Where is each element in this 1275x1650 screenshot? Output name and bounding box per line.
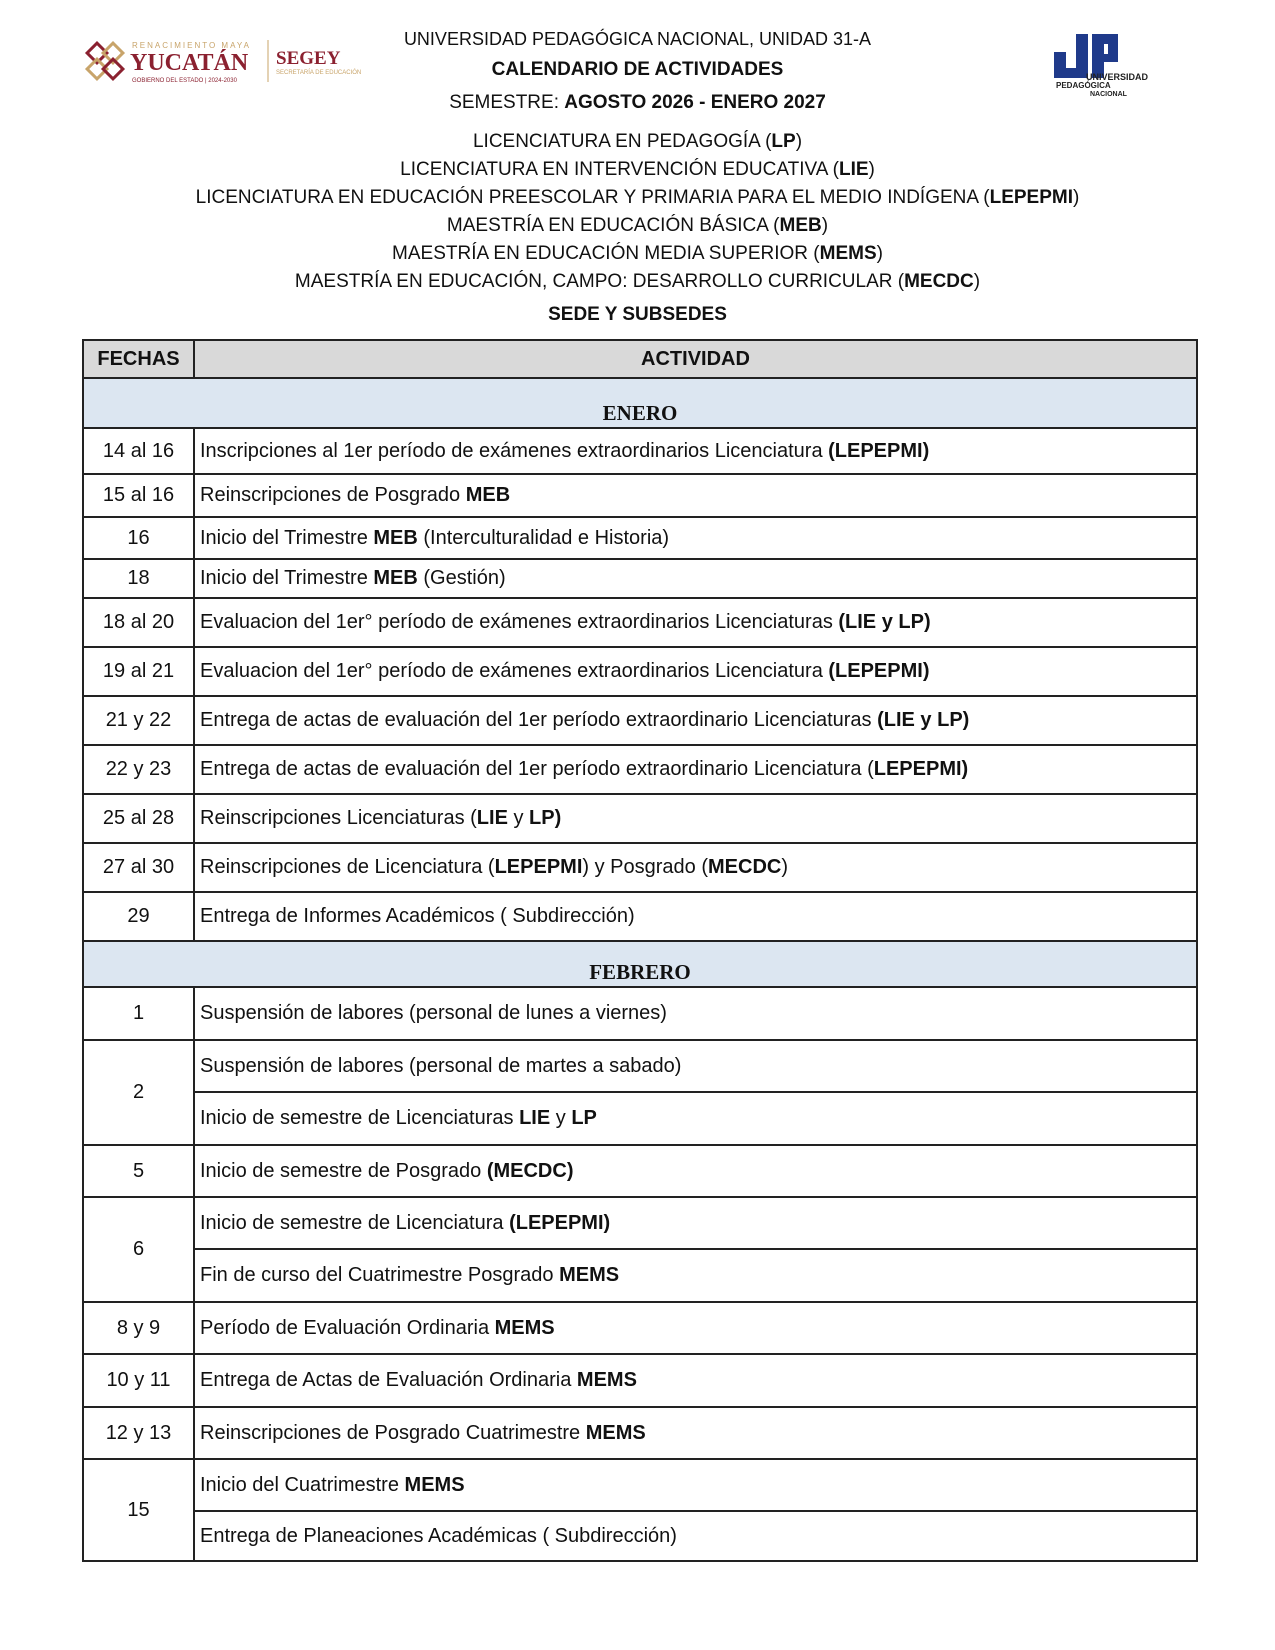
activity-text: ) [781, 856, 789, 878]
activity-code: (MECDC) [486, 1159, 574, 1182]
table-row [83, 1354, 1197, 1407]
table-row [83, 1249, 1197, 1302]
program-end: ) [868, 159, 875, 180]
row-activity [194, 892, 1197, 941]
activity-text: y [550, 1107, 572, 1129]
program-name: LICENCIATURA EN PEDAGOGÍA ( [472, 131, 772, 152]
table-row [83, 1511, 1197, 1561]
row-date: 12 y 13 [83, 1407, 194, 1459]
row-activity [194, 559, 1197, 598]
activity-code: (LIE y LP) [877, 709, 970, 731]
row-date: 18 al 20 [83, 598, 194, 647]
row-date: 1 [83, 987, 194, 1040]
table-row [83, 474, 1197, 517]
activity-text: Entrega de Planeaciones Académicas ( Subdirección) [200, 1524, 677, 1547]
program-code: LP [771, 131, 796, 152]
logo-org: SEGEY [276, 48, 341, 69]
row-activity [194, 474, 1197, 517]
row-date: 14 al 16 [83, 428, 194, 474]
table-row [83, 517, 1197, 559]
activity-code: LIE [519, 1107, 551, 1129]
table-row [83, 1407, 1197, 1459]
month-label: ENERO [83, 378, 1197, 428]
activity-text: y [507, 807, 530, 829]
activity-text: Inicio del Cuatrimestre [200, 1473, 405, 1496]
table-row [83, 1459, 1197, 1511]
activity-code: LEPEPMI) [873, 758, 969, 780]
activity-code: MEB [465, 484, 511, 506]
program-meb [0, 215, 1275, 237]
activity-code: MEMS [576, 1369, 637, 1391]
program-end: ) [821, 215, 829, 236]
semester-line [0, 92, 1275, 114]
table-row [83, 1092, 1197, 1145]
program-name: MAESTRÍA EN EDUCACIÓN MEDIA SUPERIOR ( [392, 243, 820, 264]
month-label: FEBRERO [83, 941, 1197, 987]
table-header-row [83, 340, 1197, 378]
activity-text: Fin de curso del Cuatrimestre Posgrado [200, 1264, 560, 1286]
row-activity [194, 1302, 1197, 1354]
activity-text: Entrega de actas de evaluación del 1er período extraordinario Licenciatura ( [200, 758, 874, 780]
row-date: 21 y 22 [83, 696, 194, 745]
row-activity [194, 794, 1197, 843]
logo-org-sub: SECRETARÍA DE EDUCACIÓN [276, 70, 362, 76]
activity-text: Reinscripciones Licenciaturas ( [200, 807, 477, 829]
page-title: CALENDARIO DE ACTIVIDADES [491, 59, 784, 80]
program-code: LEPEPMI [989, 187, 1074, 208]
program-end: ) [876, 243, 883, 264]
table-row [83, 1145, 1197, 1197]
activity-code: MEMS [585, 1421, 646, 1444]
row-activity [194, 1092, 1197, 1145]
activity-text: Evaluacion del 1er° período de exámenes extraordinarios Licenciaturas [200, 611, 839, 633]
col-activity-header: ACTIVIDAD [194, 340, 1197, 378]
row-date: 5 [83, 1145, 194, 1197]
table-row [83, 1302, 1197, 1354]
table-row [83, 598, 1197, 647]
activity-code: MEMS [559, 1264, 620, 1286]
activity-code: LEPEPMI [494, 856, 583, 878]
table-row [83, 696, 1197, 745]
activity-code: MEB [373, 526, 418, 549]
program-lepepmi [0, 187, 1275, 209]
program-name: MAESTRÍA EN EDUCACIÓN BÁSICA ( [446, 215, 780, 236]
row-date: 8 y 9 [83, 1302, 194, 1354]
activity-text: Suspensión de labores (personal de lunes a viernes) [200, 1002, 667, 1024]
activity-code: MECDC [708, 856, 782, 878]
activity-text: Reinscripciones de Posgrado [200, 484, 466, 506]
table-row [83, 843, 1197, 892]
program-end: ) [973, 271, 981, 292]
program-code: MEB [779, 215, 822, 236]
month-row-febrero [83, 941, 1197, 987]
activity-text: Evaluacion del 1er° período de exámenes extraordinarios Licenciatura [200, 660, 829, 682]
row-date: 16 [83, 517, 194, 559]
activity-text: Entrega de Actas de Evaluación Ordinaria [200, 1369, 577, 1391]
upn-line1: UNIVERSIDAD [1086, 72, 1149, 82]
logo-sub: GOBIERNO DEL ESTADO | 2024-2030 [132, 78, 237, 84]
activity-code: LP) [529, 807, 562, 829]
row-activity [194, 1511, 1197, 1561]
program-code: MECDC [904, 271, 974, 292]
activity-code: (LEPEPMI) [828, 660, 930, 682]
program-code: LIE [838, 159, 869, 180]
activity-text: Suspensión de labores (personal de martes a sabado) [200, 1054, 682, 1077]
row-date: 6 [83, 1197, 194, 1302]
row-activity [194, 428, 1197, 474]
table-row [83, 745, 1197, 794]
activity-text: Reinscripciones de Posgrado Cuatrimestre [200, 1421, 586, 1444]
table-row [83, 559, 1197, 598]
logo-name: YUCATÁN [130, 50, 249, 76]
program-mems [0, 243, 1275, 265]
activity-text: Inicio del Trimestre [200, 567, 374, 589]
row-activity [194, 1354, 1197, 1407]
program-lie [0, 159, 1275, 181]
row-date: 27 al 30 [83, 843, 194, 892]
activity-code: MEB [373, 567, 418, 589]
program-name: MAESTRÍA EN EDUCACIÓN, CAMPO: DESARROLLO CURRICULAR ( [294, 271, 905, 292]
activity-code: (LIE y LP) [838, 611, 931, 633]
program-code: MEMS [819, 243, 877, 264]
activity-text: ) y Posgrado ( [582, 856, 708, 878]
month-row-enero [83, 378, 1197, 428]
row-activity [194, 1197, 1197, 1249]
row-activity [194, 1407, 1197, 1459]
university-name: UNIVERSIDAD PEDAGÓGICA NACIONAL, UNIDAD 31-A [403, 29, 872, 49]
program-name: LICENCIATURA EN EDUCACIÓN PREESCOLAR Y PRIMARIA PARA EL MEDIO INDÍGENA ( [195, 187, 990, 208]
activity-code: (LEPEPMI) [828, 439, 930, 462]
semester-value: AGOSTO 2026 - ENERO 2027 [564, 92, 826, 113]
table-row [83, 1040, 1197, 1092]
row-activity [194, 987, 1197, 1040]
activity-code: LP [571, 1107, 597, 1129]
activity-text: Inicio de semestre de Posgrado [200, 1159, 487, 1182]
program-lp [0, 131, 1275, 153]
calendar-table [82, 339, 1198, 1562]
program-end: ) [795, 131, 803, 152]
row-date: 25 al 28 [83, 794, 194, 843]
row-date: 19 al 21 [83, 647, 194, 696]
sede-label: SEDE Y SUBSEDES [548, 304, 727, 325]
activity-text: Inicio del Trimestre [200, 526, 374, 549]
activity-code: MEMS [404, 1473, 465, 1496]
row-activity [194, 696, 1197, 745]
activity-code: (LEPEPMI) [509, 1211, 611, 1234]
program-mecdc [0, 271, 1275, 293]
col-dates-header: FECHAS [83, 340, 194, 378]
table-row [83, 892, 1197, 941]
activity-text: (Interculturalidad e Historia) [417, 526, 670, 549]
table-row [83, 1197, 1197, 1249]
row-date: 2 [83, 1040, 194, 1145]
row-activity [194, 647, 1197, 696]
row-activity [194, 1145, 1197, 1197]
row-activity [194, 745, 1197, 794]
table-row [83, 647, 1197, 696]
row-activity [194, 517, 1197, 559]
activity-text: Inicio de semestre de Licenciatura [200, 1211, 510, 1234]
activity-text: Inicio de semestre de Licenciaturas [200, 1107, 520, 1129]
row-date: 29 [83, 892, 194, 941]
row-date: 15 [83, 1459, 194, 1561]
row-activity [194, 598, 1197, 647]
program-name: LICENCIATURA EN INTERVENCIÓN EDUCATIVA ( [400, 159, 839, 180]
activity-text: Entrega de Informes Académicos ( Subdirección) [200, 905, 635, 927]
row-date: 10 y 11 [83, 1354, 194, 1407]
row-activity [194, 843, 1197, 892]
logo-tagline: RENACIMIENTO MAYA [132, 41, 251, 50]
activity-text: (Gestión) [417, 567, 506, 589]
table-row [83, 428, 1197, 474]
table-row [83, 794, 1197, 843]
activity-code: MEMS [494, 1316, 555, 1339]
row-activity [194, 1040, 1197, 1092]
activity-text: Entrega de actas de evaluación del 1er período extraordinario Licenciaturas [200, 709, 878, 731]
upn-line2: PEDAGÓGICA [1056, 81, 1111, 90]
activity-text: Período de Evaluación Ordinaria [200, 1316, 495, 1339]
row-activity [194, 1249, 1197, 1302]
row-date: 22 y 23 [83, 745, 194, 794]
activity-text: Reinscripciones de Licenciatura ( [200, 856, 495, 878]
program-end: ) [1073, 187, 1080, 208]
activity-text: Inscripciones al 1er período de exámenes extraordinarios Licenciatura [200, 439, 829, 462]
activity-code: LIE [476, 807, 508, 829]
row-date: 18 [83, 559, 194, 598]
upn-line3: NACIONAL [1090, 91, 1127, 98]
row-activity [194, 1459, 1197, 1511]
semester-label: SEMESTRE: [449, 92, 565, 113]
table-row [83, 987, 1197, 1040]
row-date: 15 al 16 [83, 474, 194, 517]
